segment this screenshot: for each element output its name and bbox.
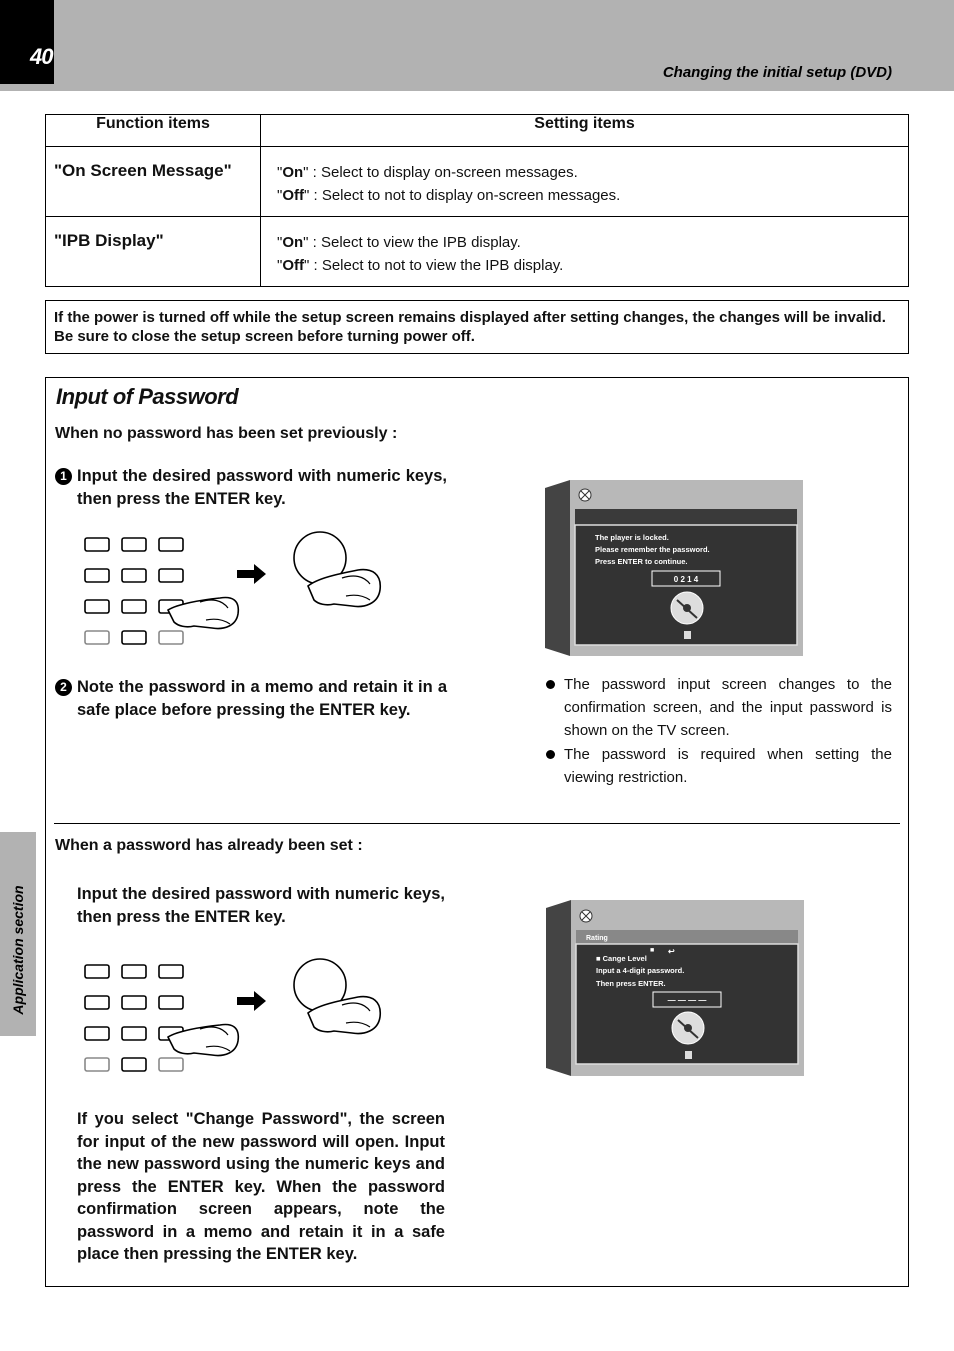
power-off-notice: If the power is turned off while the setup screen remains displayed after setting changes, the changes will be invalid. Be sure to close the setup screen before turning power off. xyxy=(45,300,909,354)
step-1 xyxy=(55,465,447,510)
bullet-text: The password input screen changes to the confirmation screen, and the input password is shown on the TV screen. xyxy=(564,676,892,739)
input-of-password-section xyxy=(45,377,909,1287)
step-3: Input the desired password with numeric keys, then press the ENTER key. xyxy=(77,885,445,926)
function-item: "IPB Display" xyxy=(46,217,261,287)
option-text: : Select to view the IPB display. xyxy=(308,234,521,251)
setting-items xyxy=(261,147,909,217)
step-text: Input the desired password with numeric keys, then press the ENTER key. xyxy=(77,467,447,508)
screen-line-1: The player is locked. xyxy=(595,533,669,542)
bullet-text: The password is required when setting the viewing restriction. xyxy=(564,746,892,786)
option-off: "Off" : Select to not to view the IPB display. xyxy=(277,257,564,274)
keypad-illustration xyxy=(82,957,392,1077)
step-number: 2 xyxy=(55,679,72,696)
bullet-dot-icon xyxy=(546,750,555,759)
table-row xyxy=(46,147,909,217)
screen-line-3: Press ENTER to continue. xyxy=(595,557,688,566)
option-label: Off xyxy=(282,187,304,204)
step-number: 1 xyxy=(55,468,72,485)
page-number: 40 xyxy=(30,44,53,69)
bullet-list xyxy=(544,673,892,790)
screen-line-3: Then press ENTER. xyxy=(596,979,666,988)
screen-code: — — — — xyxy=(667,996,707,1005)
keypad-illustration xyxy=(82,530,392,650)
section-divider xyxy=(54,823,900,824)
small-square-icon: ■ xyxy=(650,947,655,954)
column-header-function: Function items xyxy=(46,115,261,147)
settings-table xyxy=(45,114,909,287)
screen-line-1: ■ Cange Level xyxy=(596,954,647,963)
option-text: : Select to not to view the IPB display. xyxy=(309,257,564,274)
side-tab xyxy=(0,832,36,1036)
option-on: "On" : Select to display on-screen messages. xyxy=(277,164,578,181)
screen-line-2: Please remember the password. xyxy=(595,545,710,554)
change-password-note: If you select "Change Password", the screen for input of the new password will open. Input the new password using the numeric keys and press the ENTER key. When the password confirmation screen appears, note the password in a memo and retain it in a safe place then pressing the ENTER key. xyxy=(77,1110,445,1263)
step-text: Note the password in a memo and retain it in a safe place before pressing the ENTER key. xyxy=(77,678,447,719)
setting-items xyxy=(261,217,909,287)
option-text: : Select to display on-screen messages. xyxy=(308,164,578,181)
tv-screen-locked xyxy=(545,480,803,656)
column-header-setting: Setting items xyxy=(261,115,909,147)
no-password-heading: When no password has been set previously : xyxy=(55,425,398,442)
bullet-item xyxy=(544,743,892,789)
section-title: Changing the initial setup (DVD) xyxy=(662,64,892,81)
screen-code: 0 2 1 4 xyxy=(673,575,699,584)
already-set-heading: When a password has already been set : xyxy=(55,837,363,854)
option-text: : Select to not to display on-screen messages. xyxy=(309,187,621,204)
screen-title: Rating xyxy=(586,935,608,942)
table-row xyxy=(46,217,909,287)
bullet-item xyxy=(544,673,892,742)
step-2 xyxy=(55,676,447,721)
page-number-box xyxy=(0,0,54,84)
option-off: "Off" : Select to not to display on-screen messages. xyxy=(277,187,621,204)
section-heading: Input of Password xyxy=(56,384,239,409)
option-on: "On" : Select to view the IPB display. xyxy=(277,234,521,251)
option-label: On xyxy=(282,164,304,181)
screen-line-2: Input a 4-digit password. xyxy=(596,966,685,975)
table-header-row xyxy=(46,115,909,147)
function-item: "On Screen Message" xyxy=(46,147,261,217)
side-tab-label: Application section xyxy=(10,885,26,1015)
tv-screen-rating xyxy=(546,900,804,1076)
option-label: On xyxy=(282,234,304,251)
bullet-dot-icon xyxy=(546,680,555,689)
option-label: Off xyxy=(282,257,304,274)
return-icon: ↩ xyxy=(668,947,675,956)
